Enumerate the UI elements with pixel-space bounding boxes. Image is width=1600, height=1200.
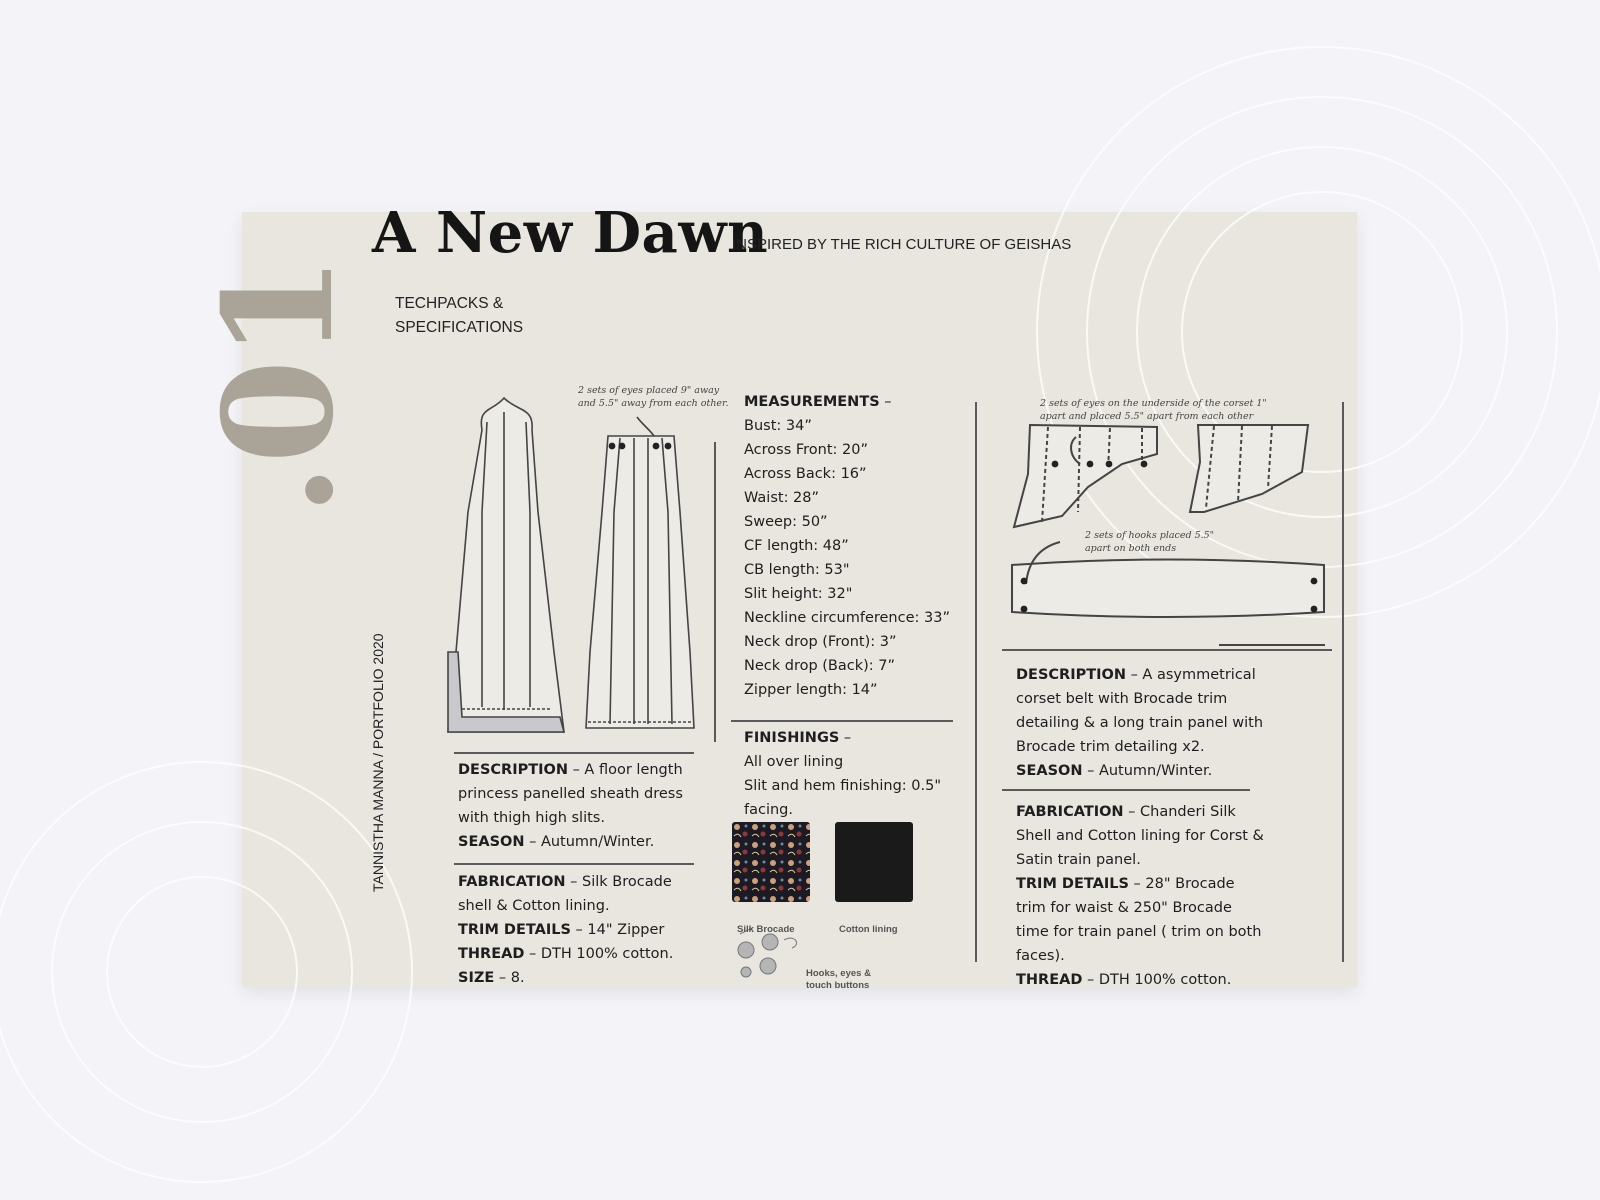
measurements-heading: MEASUREMENTS –: [744, 394, 892, 410]
silk-brocade-caption: Silk Brocade: [737, 924, 795, 935]
divider: [731, 720, 953, 722]
measurement-item: Waist: 28”: [744, 490, 820, 506]
trim-text: – 14" Zipper: [570, 922, 665, 938]
fabrication-label: FABRICATION: [1016, 804, 1124, 820]
thread-text: – DTH 100% cotton.: [1082, 972, 1232, 988]
season-label: SEASON: [1016, 763, 1083, 779]
finishings: [744, 726, 974, 822]
cotton-lining-swatch: [835, 822, 913, 902]
dress-fabrication: [458, 870, 698, 990]
season-text: – Autumn/Winter.: [1082, 763, 1213, 779]
measurement-item: Sweep: 50”: [744, 514, 828, 530]
measurement-item: Slit height: 32": [744, 586, 853, 602]
description-label: DESCRIPTION: [1016, 667, 1126, 683]
size-text: – 8.: [494, 970, 525, 986]
cotton-lining-caption: Cotton lining: [839, 924, 898, 935]
description-text: – A asymmetrical corset belt with Brocade trim detailing & a long train panel with Brocade trim detailing x2.: [1016, 667, 1264, 755]
season-label: SEASON: [458, 834, 525, 850]
description-text: – A floor length princess panelled sheath dress with thigh high slits.: [458, 762, 683, 826]
measurement-item: Across Front: 20”: [744, 442, 869, 458]
measurement-item: Zipper length: 14”: [744, 682, 878, 698]
measurement-item: Neck drop (Front): 3”: [744, 634, 897, 650]
season-text: – Autumn/Winter.: [524, 834, 655, 850]
hooks-caption: Hooks, eyes & touch buttons: [806, 968, 871, 991]
measurement-item: Across Back: 16”: [744, 466, 867, 482]
measurement-item: Neckline circumference: 33”: [744, 610, 950, 626]
corset-specs: [1016, 663, 1266, 783]
portfolio-slide: [191, 200, 1357, 991]
thread-label: THREAD: [1016, 972, 1083, 988]
size-label: SIZE: [458, 970, 495, 986]
finishings-heading: FINISHINGS –: [744, 730, 852, 746]
dress-specs: [458, 758, 698, 854]
corset-hooks-note: 2 sets of hooks placed 5.5" apart on both ends: [1085, 530, 1215, 554]
column-divider: [1342, 402, 1344, 962]
fabrication-text: – Chanderi Silk Shell and Cotton lining for Corst & Satin train panel.: [1016, 804, 1264, 868]
trim-label: TRIM DETAILS: [458, 922, 571, 938]
divider: [1002, 789, 1250, 791]
finishings-line: Slit and hem finishing: 0.5": [744, 778, 942, 794]
fabric-swatches: [732, 822, 992, 992]
hooks-eyes-icon: [738, 928, 797, 977]
measurement-item: CB length: 53": [744, 562, 850, 578]
trim-label: TRIM DETAILS: [1016, 876, 1129, 892]
finishings-line: facing.: [744, 802, 793, 818]
divider: [454, 752, 694, 754]
portfolio-credit: TANNISTHA MANNA / PORTFOLIO 2020: [370, 633, 386, 892]
section-number: .01: [191, 255, 367, 516]
thread-text: – DTH 100% cotton.: [524, 946, 674, 962]
corset-eyes-note: 2 sets of eyes on the underside of the corset 1" apart and placed 5.5" apart from each other: [1040, 398, 1267, 422]
silk-brocade-swatch: [732, 822, 810, 902]
measurement-item: CF length: 48”: [744, 538, 849, 554]
measurements-list: [744, 390, 974, 702]
measurement-item: Bust: 34”: [744, 418, 812, 434]
corset-fabrication: [1016, 800, 1266, 992]
trim-text: – 28" Brocade trim for waist & 250" Brocade time for train panel ( trim on both faces).: [1016, 876, 1262, 964]
section-label-line2: SPECIFICATIONS: [395, 319, 524, 336]
divider: [1002, 649, 1332, 651]
fabrication-text: – Silk Brocade shell & Cotton lining.: [458, 874, 672, 914]
measurement-item: Neck drop (Back): 7”: [744, 658, 896, 674]
page-title: A New Dawn: [372, 200, 769, 266]
finishings-line: All over lining: [744, 754, 844, 770]
dress-eyes-note: 2 sets of eyes placed 9" away and 5.5" away from each other.: [578, 385, 729, 409]
thread-label: THREAD: [458, 946, 525, 962]
section-label-line1: TECHPACKS &: [395, 295, 504, 312]
column-divider: [714, 442, 716, 742]
divider: [454, 863, 694, 865]
fabrication-label: FABRICATION: [458, 874, 566, 890]
page-subtitle: INSPIRED BY THE RICH CULTURE OF GEISHAS: [732, 236, 1072, 253]
description-label: DESCRIPTION: [458, 762, 568, 778]
